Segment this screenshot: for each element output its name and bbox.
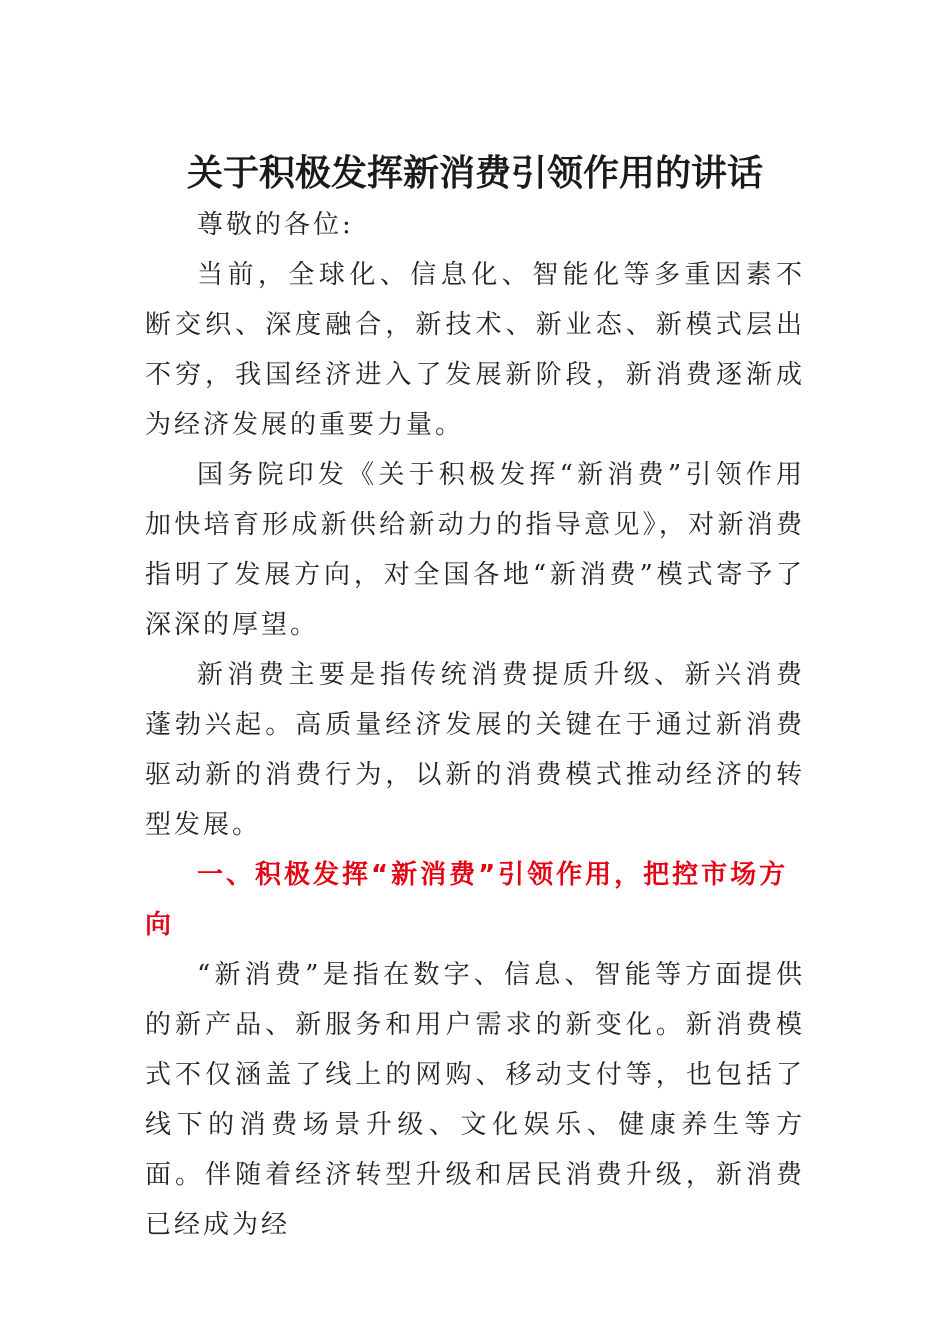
greeting: 尊敬的各位: — [197, 210, 354, 240]
document-title: 关于积极发挥新消费引领作用的讲话 — [186, 152, 763, 194]
section-paragraph: “新消费”是指在数字、信息、智能等方面提供的新产品、新服务和用户需求的新变化。新消费模式不仅涵盖了线上的网购、移动支付等，也包括了线下的消费场景升级、文化娱乐、健康养生等方面。伴随着经济转型升级和居民消费升级，新消费已经成为经 — [145, 960, 805, 1240]
paragraph-2: 国务院印发《关于积极发挥“新消费”引领作用加快培育形成新供给新动力的指导意见》，对新消费指明了发展方向，对全国各地“新消费”模式寄予了深深的厚望。 — [145, 460, 805, 640]
paragraph-1: 当前，全球化、信息化、智能化等多重因素不断交织、深度融合，新技术、新业态、新模式层出不穷，我国经济进入了发展新阶段，新消费逐渐成为经济发展的重要力量。 — [145, 260, 805, 440]
document-body — [145, 200, 805, 1250]
paragraph-3: 新消费主要是指传统消费提质升级、新兴消费蓬勃兴起。高质量经济发展的关键在于通过新消费驱动新的消费行为，以新的消费模式推动经济的转型发展。 — [145, 660, 805, 840]
section-heading: 一、积极发挥“新消费”引领作用，把控市场方向 — [145, 860, 789, 940]
